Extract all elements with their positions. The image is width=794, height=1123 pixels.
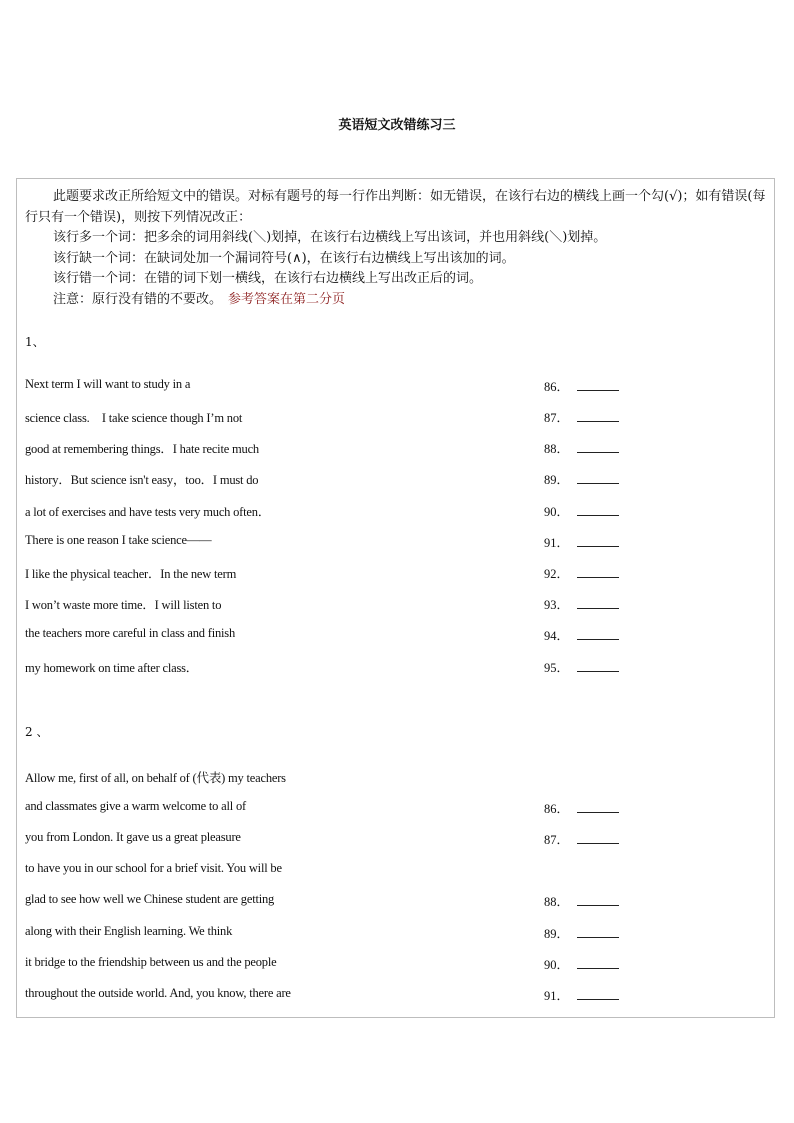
item-number: 91．: [544, 536, 570, 550]
item-number: 92．: [544, 567, 570, 581]
item-number: 87．: [544, 833, 570, 847]
answer-blank[interactable]: [577, 628, 619, 640]
answer-blank[interactable]: [577, 660, 619, 672]
answer-blank[interactable]: [577, 504, 619, 516]
passage-line: a lot of exercises and have tests very much often．: [25, 505, 271, 519]
instruction-note: 注意：原行没有错的不要改。: [53, 291, 223, 307]
item-number: 86．: [544, 380, 570, 394]
answer-blank[interactable]: [577, 441, 619, 453]
passage-line: along with their English learning. We think: [25, 924, 233, 938]
section-2-label: 2 、: [25, 725, 49, 739]
instruction-para-2: 该行多一个词：把多余的词用斜线(＼)划掉，在该行右边横线上写出该词，并也用斜线(＼)划掉。: [53, 230, 607, 245]
item-number: 94．: [544, 629, 570, 643]
answer-blank[interactable]: [577, 379, 619, 391]
answer-slot[interactable]: [544, 595, 619, 613]
answer-slot[interactable]: [544, 626, 619, 644]
item-number: 90．: [544, 958, 570, 972]
passage-line: it bridge to the friendship between us and the people: [25, 955, 277, 969]
passage-line: Next term I will want to study in a: [25, 377, 191, 391]
answer-slot[interactable]: [544, 658, 619, 676]
passage-line: my homework on time after class．: [25, 661, 199, 675]
answer-blank[interactable]: [577, 410, 619, 422]
answer-slot[interactable]: [544, 439, 619, 457]
passage-line: you from London. It gave us a great pleasure: [25, 830, 241, 844]
answer-slot[interactable]: [544, 408, 619, 426]
item-number: 86．: [544, 802, 570, 816]
item-number: 95．: [544, 661, 570, 675]
passage-line: glad to see how well we Chinese student are getting: [25, 892, 275, 906]
item-number: 89．: [544, 473, 570, 487]
answer-slot[interactable]: [544, 892, 619, 910]
instructions: [25, 187, 770, 310]
passage-line: history．But science isn't easy，too．I must do: [25, 473, 259, 487]
item-number: 89．: [544, 927, 570, 941]
passage-line: There is one reason I take science——: [25, 533, 212, 547]
answer-blank[interactable]: [577, 926, 619, 938]
answer-slot[interactable]: [544, 533, 619, 551]
item-number: 88．: [544, 895, 570, 909]
answer-reference: 参考答案在第二分页: [228, 291, 346, 307]
answer-slot[interactable]: [544, 986, 619, 1004]
exercise-box: [16, 178, 775, 1018]
item-number: 88．: [544, 442, 570, 456]
answer-blank[interactable]: [577, 801, 619, 813]
passage-line: the teachers more careful in class and finish: [25, 626, 236, 640]
answer-slot[interactable]: [544, 377, 619, 395]
section-1-label: 1、: [25, 335, 45, 349]
answer-slot[interactable]: [544, 924, 619, 942]
answer-blank[interactable]: [577, 832, 619, 844]
answer-blank[interactable]: [577, 894, 619, 906]
answer-slot[interactable]: [544, 955, 619, 973]
item-number: 91．: [544, 989, 570, 1003]
answer-blank[interactable]: [577, 597, 619, 609]
passage-line: to have you in our school for a brief visit. You will be: [25, 861, 282, 875]
instruction-para-1: 此题要求改正所给短文中的错误。对标有题号的每一行作出判断：如无错误，在该行右边的横线上画一个勾(√)；如有错误(每行只有一个错误)，则按下列情况改正：: [25, 189, 766, 225]
passage-line: good at remembering things．I hate recite much: [25, 442, 259, 456]
passage-line: Allow me, first of all, on behalf of (代表) my teachers: [25, 771, 286, 785]
answer-blank[interactable]: [577, 988, 619, 1000]
answer-blank[interactable]: [577, 566, 619, 578]
answer-slot[interactable]: [544, 799, 619, 817]
instruction-para-4: 该行错一个词：在错的词下划一横线，在该行右边横线上写出改正后的词。: [53, 271, 483, 286]
page-title: 英语短文改错练习三: [338, 118, 456, 133]
answer-blank[interactable]: [577, 472, 619, 484]
item-number: 87．: [544, 411, 570, 425]
answer-blank[interactable]: [577, 957, 619, 969]
item-number: 93．: [544, 598, 570, 612]
passage-line: I won’t waste more time．I will listen to: [25, 598, 222, 612]
passage-line: throughout the outside world. And, you know, there are: [25, 986, 291, 1000]
passage-line: I like the physical teacher．In the new term: [25, 567, 237, 581]
instruction-para-5: [25, 290, 770, 311]
answer-slot[interactable]: [544, 564, 619, 582]
answer-blank[interactable]: [577, 535, 619, 547]
item-number: 90．: [544, 505, 570, 519]
answer-slot[interactable]: [544, 830, 619, 848]
instruction-para-3: 该行缺一个词：在缺词处加一个漏词符号(∧)，在该行右边横线上写出该加的词。: [53, 250, 515, 266]
passage-line: science class. I take science though I’m not: [25, 411, 243, 425]
answer-slot[interactable]: [544, 502, 619, 520]
passage-line: and classmates give a warm welcome to all of: [25, 799, 246, 813]
answer-slot[interactable]: [544, 470, 619, 488]
